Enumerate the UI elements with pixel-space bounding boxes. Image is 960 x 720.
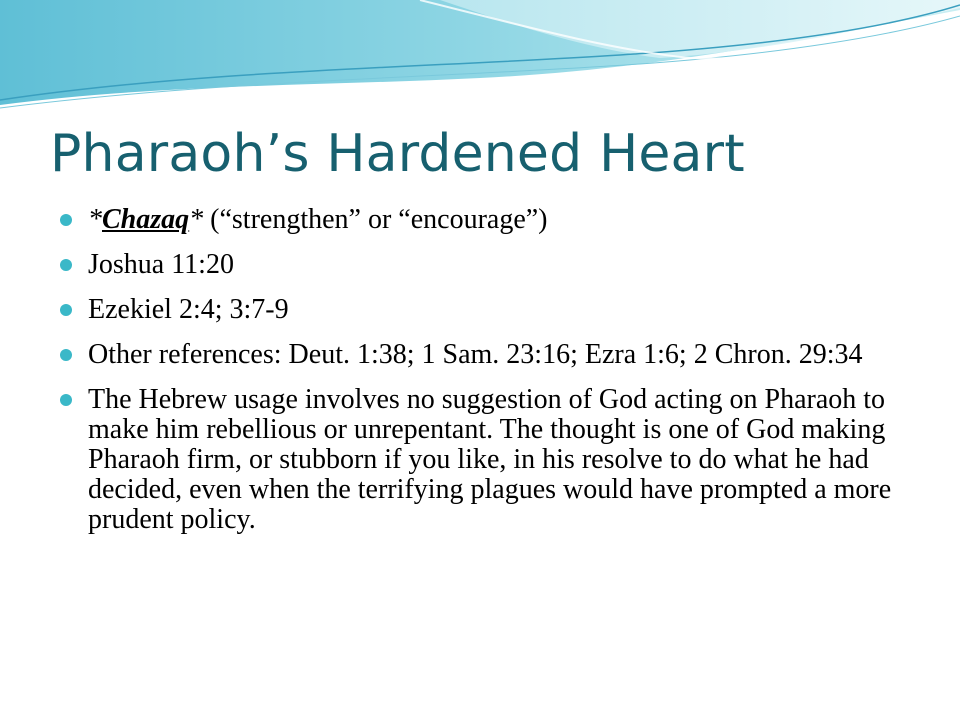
bullet-item [60,295,900,325]
term-definition: (“strengthen” or “encourage”) [203,204,548,235]
hebrew-term [88,204,203,235]
circle-bullet-icon [60,259,72,271]
circle-bullet-icon [60,214,72,226]
bullet-item [60,205,900,235]
bullet-item [60,340,900,370]
term-prefix: * [88,204,102,235]
bullet-text: The Hebrew usage involves no suggestion of God acting on Pharaoh to make him rebellious or unrepentant. The thought is one of God making Pharaoh firm, or stubborn if you like, in his resolve to do what he had decided, even when the terrifying plagues would have prompted a more prudent policy. [88,384,892,535]
circle-bullet-icon [60,349,72,361]
circle-bullet-icon [60,304,72,316]
header-wave-decoration [0,0,960,130]
bullet-list [60,205,900,550]
bullet-text: Joshua 11:20 [88,249,234,280]
bullet-text: Other references: Deut. 1:38; 1 Sam. 23:16; Ezra 1:6; 2 Chron. 29:34 [88,339,863,370]
term-suffix: * [189,204,204,235]
bullet-text: Ezekiel 2:4; 3:7-9 [88,294,289,325]
bullet-item [60,385,900,535]
bullet-item [60,250,900,280]
circle-bullet-icon [60,394,72,406]
slide-title: Pharaoh’s Hardened Heart [50,124,745,184]
term-word: Chazaq [102,204,190,235]
